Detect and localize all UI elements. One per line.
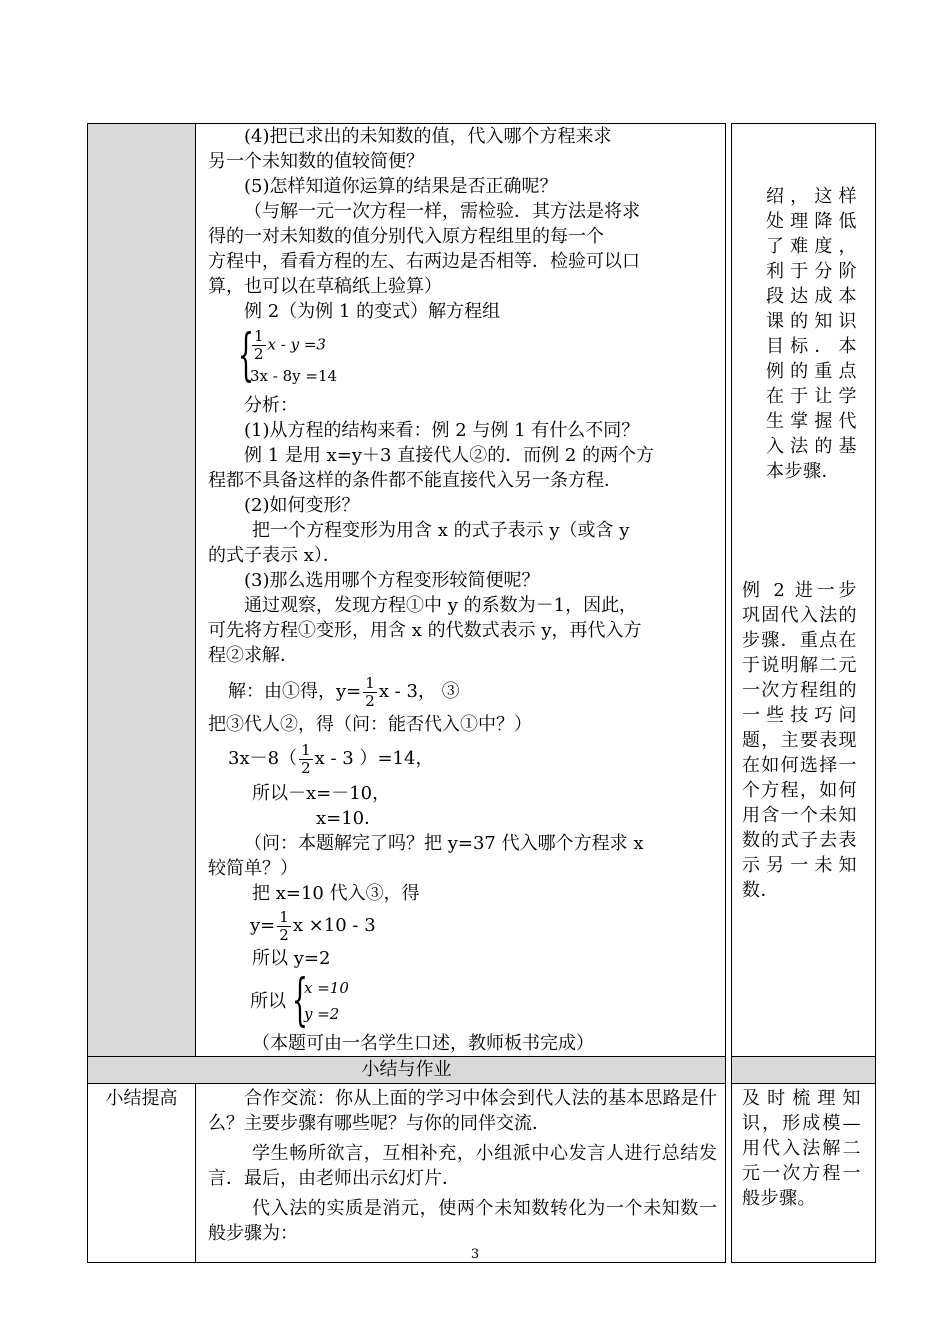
note-text-2: 例 2 进一步巩固代入法的步骤．重点在于说明解二元一次方程组的一些技巧问题，主要表现在如何选择一个方程，如何用含一个未知数的式子去表示另一未知数． (742, 580, 857, 901)
left-brace: { (291, 968, 308, 1033)
text-line: 得的一对未知数的值分别代入原方程组里的每一个 (208, 226, 604, 247)
note-text-3: 及时梳理知识，形成模—用代入法解二元一次方程一般步骤。 (742, 1088, 861, 1209)
main-content-cell (196, 124, 726, 1057)
summary-note-cell (732, 1084, 876, 1263)
left-gray-cell (88, 124, 196, 1057)
content-row (88, 124, 876, 1057)
summary-paragraph-1: 合作交流：你从上面的学习中体会到代人法的基本思路是什么？主要步骤有哪些呢？与你的同伴交流． (208, 1088, 717, 1134)
text-line: (2)如何变形？ (244, 495, 360, 516)
system-line-1 (250, 328, 337, 363)
equation-text: x - y =3 (267, 335, 326, 354)
text-line: 较简单？） (208, 858, 298, 879)
summary-content-cell (196, 1084, 726, 1263)
solution-line-1: 解：由①得，y= $\frac{1}{2}$ x - 3， ③ (228, 673, 460, 710)
text-line: 的式子表示 x）． (208, 545, 341, 566)
text-line: 所以－x=－10， (252, 783, 391, 804)
system-lines (304, 975, 349, 1027)
section-header-right (732, 1057, 876, 1084)
equation-system-2 (250, 968, 717, 1033)
solution-line-3: 3x－8（ $\frac{1}{2}$ x - 3 ）=14， (228, 740, 434, 777)
text-line: 程都不具备这样的条件都不能直接代入另一条方程． (208, 470, 622, 491)
section-header: 小结与作业 (88, 1057, 726, 1084)
summary-paragraph-3: 代入法的实质是消元，使两个未知数转化为一个未知数一般步骤为： (208, 1198, 717, 1244)
text-line: 算，也可以在草稿纸上验算） (208, 276, 442, 297)
summary-paragraph-2: 学生畅所欲言，互相补充，小组派中心发言人进行总结发言．最后，由老师出示幻灯片． (208, 1143, 717, 1189)
summary-label: 小结提高 (88, 1084, 196, 1263)
page-number: 3 (470, 1247, 480, 1262)
section-header-row (88, 1057, 876, 1084)
note-text-1: 绍，这样处理降低了难度，利于分阶段达成本课的知识目标．本例的重点在于让学生掌握代入法的基本步骤． (766, 186, 857, 482)
text-line: （与解一元一次方程一样，需检验．其方法是将求 (244, 201, 640, 222)
system-line-1: x =10 (304, 979, 349, 997)
text-line: 把一个方程变形为用含 x 的式子表示 y（或含 y (252, 520, 630, 541)
text-line: (3)那么选用哪个方程变形较简便呢？ (244, 570, 540, 591)
fraction: $\frac{1}{2}$ (365, 673, 375, 710)
text-line: 把③代人②，得（问：能否代入①中？） (208, 714, 532, 735)
text-line: 例 1 是用 x=y＋3 直接代人②的．而例 2 的两个方 (244, 445, 655, 466)
text-line: 所以 y=2 (252, 948, 331, 969)
text-line: 可先将方程①变形，用含 x 的代数式表示 y，再代入方 (208, 620, 642, 641)
lesson-table (87, 123, 876, 1263)
equation-system-1 (234, 323, 717, 389)
text-line: 程②求解． (208, 645, 298, 666)
fraction: $\frac{1}{2}$ (301, 740, 311, 777)
system-line-2: y =2 (304, 1005, 340, 1023)
fraction: $\frac{1}{2}$ (279, 907, 289, 944)
left-brace: { (237, 323, 254, 388)
fraction: $\frac{1}{2}$ (254, 327, 264, 363)
notes-cell (732, 124, 876, 1057)
text-line: 例 2（为例 1 的变式）解方程组 (244, 301, 501, 322)
text-line: 通过观察，发现方程①中 y 的系数为－1，因此， (244, 595, 638, 616)
summary-row (88, 1084, 876, 1263)
text-line: 分析： (244, 395, 298, 416)
text-line: (4)把已求出的未知数的值，代入哪个方程来求 (244, 126, 612, 147)
text-line: （问：本题解完了吗？把 y=37 代入哪个方程求 x (244, 833, 644, 854)
system-line-2: 3x - 8y =14 (250, 367, 338, 385)
text-line: （本题可由一名学生口述，教师板书完成） (252, 1033, 594, 1054)
text-line: 把 x=10 代入③，得 (252, 883, 420, 904)
text-line: 另一个未知数的值较简便？ (208, 151, 424, 172)
text-line: (1)从方程的结构来看：例 2 与例 1 有什么不同？ (244, 420, 640, 441)
text-line: (5)怎样知道你运算的结果是否正确呢？ (244, 176, 558, 197)
text-line: x=10． (316, 808, 383, 829)
system-lines (250, 328, 337, 389)
text-line: 方程中，看看方程的左、右两边是否相等．检验可以口 (208, 251, 640, 272)
solution-line-9: y= $\frac{1}{2}$ x ×10 - 3 (250, 907, 376, 944)
label: 所以 (250, 990, 286, 1012)
